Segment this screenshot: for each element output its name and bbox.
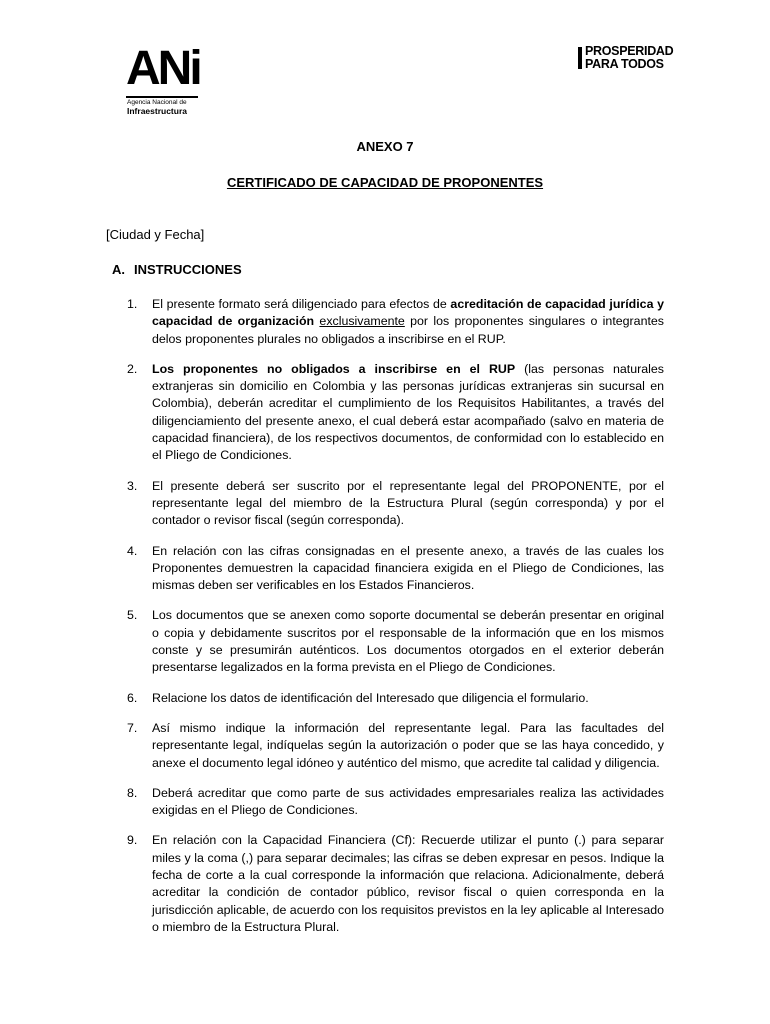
prosperidad-logo-bar bbox=[578, 47, 582, 69]
instruction-text: Relacione los datos de identificación del Interesado que diligencia el formulario. bbox=[152, 690, 589, 705]
instruction-item-8 bbox=[108, 785, 664, 820]
instruction-item-2 bbox=[108, 361, 664, 465]
instruction-underlined-text: exclusivamente bbox=[319, 314, 405, 329]
instruction-number: 6. bbox=[127, 690, 138, 705]
section-title: INSTRUCCIONES bbox=[134, 262, 242, 277]
instruction-number: 5. bbox=[127, 608, 138, 623]
instruction-number: 4. bbox=[127, 543, 138, 558]
section-heading bbox=[112, 262, 242, 277]
instruction-item-3 bbox=[108, 478, 664, 530]
instruction-number: 1. bbox=[127, 297, 138, 311]
instruction-item-7 bbox=[108, 720, 664, 772]
instruction-number: 3. bbox=[127, 478, 138, 493]
instruction-number: 7. bbox=[127, 720, 138, 735]
ani-logo-line2: Infraestructura bbox=[127, 106, 187, 116]
instruction-item-9 bbox=[108, 832, 664, 936]
instruction-item-5 bbox=[108, 607, 664, 676]
instruction-number: 2. bbox=[127, 361, 138, 376]
instruction-text: Los documentos que se anexen como soporte documental se deberán presentar en original o copia y debidamente suscritos por el responsable de la información que en los mismos conste y se presumirán auténticos. Los documentos otorgados en el exterior deberán presentarse legalizados en la forma prevista en el Pliego de Condiciones. bbox=[152, 608, 664, 675]
prosperidad-logo-line2: PARA TODOS bbox=[585, 57, 664, 71]
instruction-text: por los proponentes singulares o integrantes delos proponentes plurales no obligados a inscribirse en el RUP. bbox=[152, 314, 664, 346]
instructions-list bbox=[108, 296, 664, 949]
instruction-text: Así mismo indique la información del representante legal. Para las facultades del representante legal, indíquelas según la autorización o poder que se las haya concedido, y anexe el documento legal idóneo y auténtico del mismo, que acredite tal calidad y diligencia. bbox=[152, 720, 664, 770]
ani-logo-rule bbox=[126, 96, 198, 98]
instruction-text: En relación con las cifras consignadas en el presente anexo, a través de las cuales los Proponentes demuestren la capacidad financiera exigida en el Pliego de Condiciones, las mismas deben ser verificables en los Estados Financieros. bbox=[152, 543, 664, 593]
section-letter: A. bbox=[112, 262, 125, 277]
place-date-placeholder: [Ciudad y Fecha] bbox=[106, 227, 205, 242]
annex-title: ANEXO 7 bbox=[356, 139, 414, 154]
instruction-item-4 bbox=[108, 543, 664, 595]
instruction-text: El presente formato será diligenciado para efectos de bbox=[152, 297, 451, 311]
instruction-text: En relación con la Capacidad Financiera (Cf): Recuerde utilizar el punto (.) para separar miles y la coma (,) para separar decimales; las cifras se deben expresar en pesos. Indique la fecha de corte a la cual corresponde la información que relaciona. Adicionalmente, deberá acreditar la condición de contador público, revisor fiscal o quien corresponda en la jurisdicción aplicable, de acuerdo con los requisitos previstos en la ley aplicable al Interesado o miembro de la Estructura Plural. bbox=[152, 833, 664, 934]
prosperidad-logo bbox=[578, 45, 678, 73]
instruction-bold-text: acreditación de capacidad jurídica y capacidad de organización bbox=[152, 297, 664, 329]
ani-logo bbox=[116, 44, 200, 116]
instruction-text: Deberá acreditar que como parte de sus actividades empresariales realiza las actividades exigidas en el Pliego de Condiciones. bbox=[152, 785, 664, 818]
instruction-text: El presente deberá ser suscrito por el representante legal del PROPONENTE, por el representante legal del miembro de la Estructura Plural (según corresponda) y por el contador o revisor fiscal (según corresponda). bbox=[152, 478, 664, 528]
instruction-item-1 bbox=[108, 296, 664, 348]
instruction-item-6 bbox=[108, 690, 664, 707]
ani-logo-mark: ANi bbox=[126, 42, 200, 95]
instruction-number: 8. bbox=[127, 785, 138, 800]
instruction-text: (las personas naturales extranjeras sin domicilio en Colombia y las personas jurídicas extranjeras sin sucursal en Colombia), deberán acreditar el cumplimiento de los Requisitos Habilitantes, a través del diligenciamiento del presente anexo, el cual deberá estar acompañado (salvo en materia de capacidad financiera), de los respectivos documentos, de conformidad con lo establecido en el Pliego de Condiciones. bbox=[152, 361, 664, 463]
instruction-bold-text: Los proponentes no obligados a inscribirse en el RUP bbox=[152, 361, 516, 376]
ani-logo-line1: Agencia Nacional de bbox=[127, 99, 187, 106]
prosperidad-logo-line1: PROSPERIDAD bbox=[585, 44, 674, 58]
certificate-title: CERTIFICADO DE CAPACIDAD DE PROPONENTES bbox=[226, 175, 544, 190]
instruction-number: 9. bbox=[127, 833, 138, 848]
